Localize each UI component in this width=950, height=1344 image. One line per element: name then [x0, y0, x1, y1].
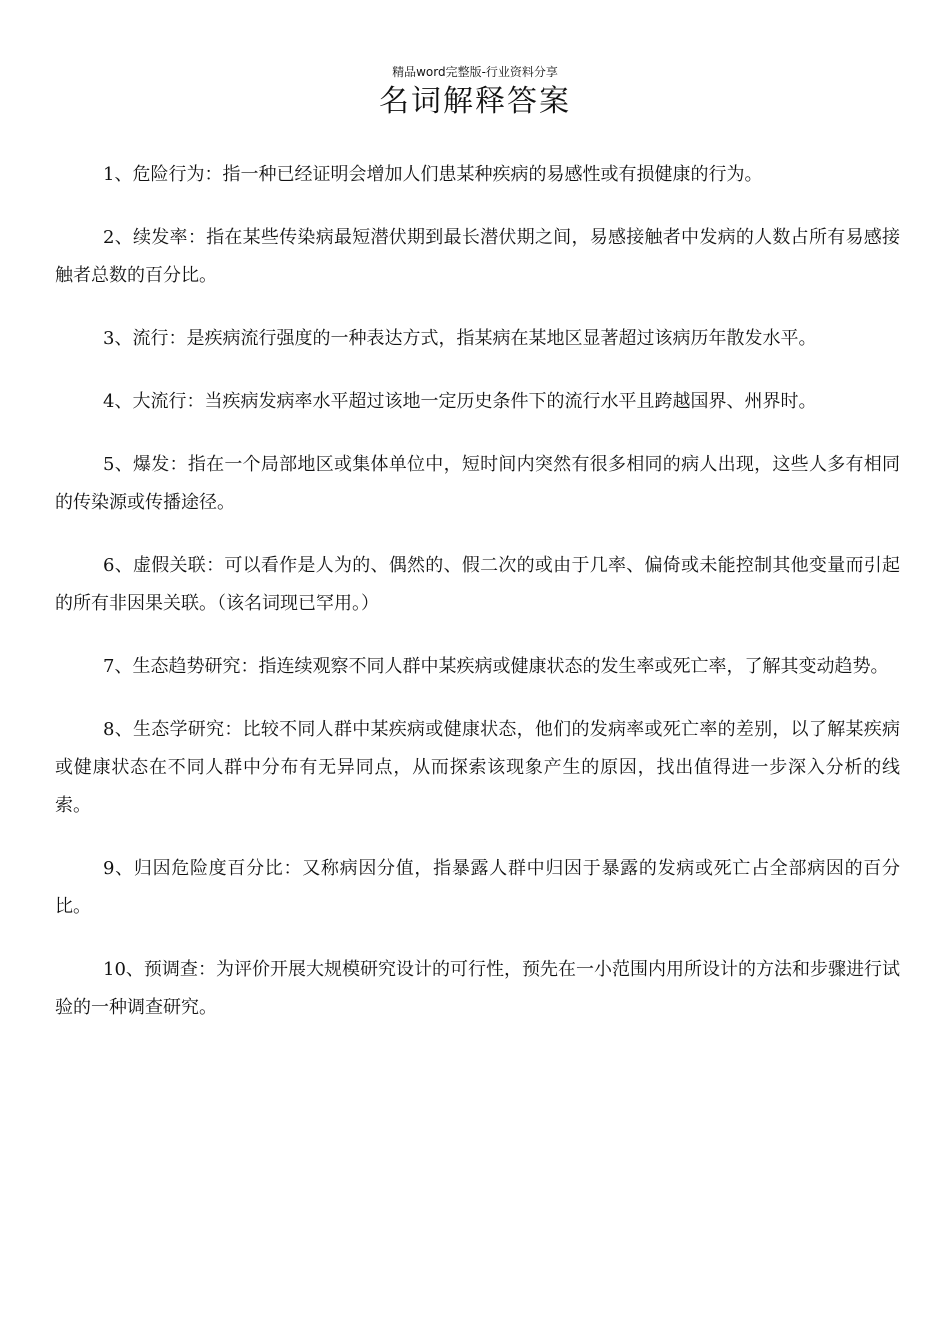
entry-definition: ：指在一个局部地区或集体单位中，短时间内突然有很多相同的病人出现，这些人多有相同的传染源或传播途径。: [55, 454, 901, 513]
entry-term: 预调查: [143, 959, 198, 980]
definition-entry-7: [55, 648, 900, 686]
entry-definition: ：又称病因分值，指暴露人群中归因于暴露的发病或死亡占全部病因的百分比。: [55, 858, 901, 917]
entry-term: 归因危险度百分比: [133, 858, 284, 879]
entry-definition: ：当疾病发病率水平超过该地一定历史条件下的流行水平且跨越国界、州界时。: [186, 391, 817, 412]
definition-entry-9: [55, 850, 900, 926]
definition-entry-6: [55, 547, 900, 623]
definition-entry-2: [55, 219, 900, 295]
definition-entry-5: [55, 446, 900, 522]
entry-number: 5、: [103, 454, 133, 475]
entry-term: 流行: [132, 328, 169, 349]
entry-definition: ：为评价开展大规模研究设计的可行性，预先在一小范围内用所设计的方法和步骤进行试验的一种调查研究。: [55, 959, 901, 1018]
entry-definition: ：指连续观察不同人群中某疾病或健康状态的发生率或死亡率，了解其变动趋势。: [240, 656, 889, 677]
entry-term: 爆发: [133, 454, 170, 475]
definition-entry-1: [55, 156, 900, 194]
entry-number: 8、: [103, 719, 133, 740]
definition-list: [55, 156, 900, 1052]
page-title: 名词解释答案: [379, 84, 571, 119]
entry-number: 6、: [103, 555, 133, 576]
entry-definition: ：比较不同人群中某疾病或健康状态，他们的发病率或死亡率的差别，以了解某疾病或健康状态在不同人群中分布有无异同点，从而探索该现象产生的原因，找出值得进一步深入分析的线索。: [55, 719, 901, 816]
definition-entry-10: [55, 951, 900, 1027]
entry-definition: ：指一种已经证明会增加人们患某种疾病的易感性或有损健康的行为。: [204, 164, 763, 185]
header-note: 精品word完整版-行业资料分享: [392, 65, 558, 79]
entry-term: 续发率: [133, 227, 188, 248]
entry-number: 4、: [103, 391, 133, 412]
entry-number: 1、: [103, 164, 133, 185]
definition-entry-4: [55, 383, 900, 421]
definition-entry-3: [55, 320, 900, 358]
entry-term: 大流行: [132, 391, 187, 412]
entry-term: 危险行为: [132, 164, 205, 185]
definition-entry-8: [55, 711, 900, 825]
entry-definition: ：是疾病流行强度的一种表达方式，指某病在某地区显著超过该病历年散发水平。: [168, 328, 817, 349]
entry-definition: ：可以看作是人为的、偶然的、假二次的或由于几率、偏倚或未能控制其他变量而引起的所有非因果关联。（该名词现已罕用。）: [55, 555, 901, 614]
entry-definition: ：指在某些传染病最短潜伏期到最长潜伏期之间，易感接触者中发病的人数占所有易感接触者总数的百分比。: [55, 227, 901, 286]
entry-number: 3、: [103, 328, 133, 349]
entry-term: 生态学研究: [133, 719, 225, 740]
entry-number: 10、: [103, 959, 144, 980]
entry-number: 9、: [103, 858, 134, 879]
entry-number: 2、: [103, 227, 133, 248]
entry-term: 虚假关联: [133, 555, 207, 576]
entry-term: 生态趋势研究: [132, 656, 241, 677]
entry-number: 7、: [103, 656, 133, 677]
